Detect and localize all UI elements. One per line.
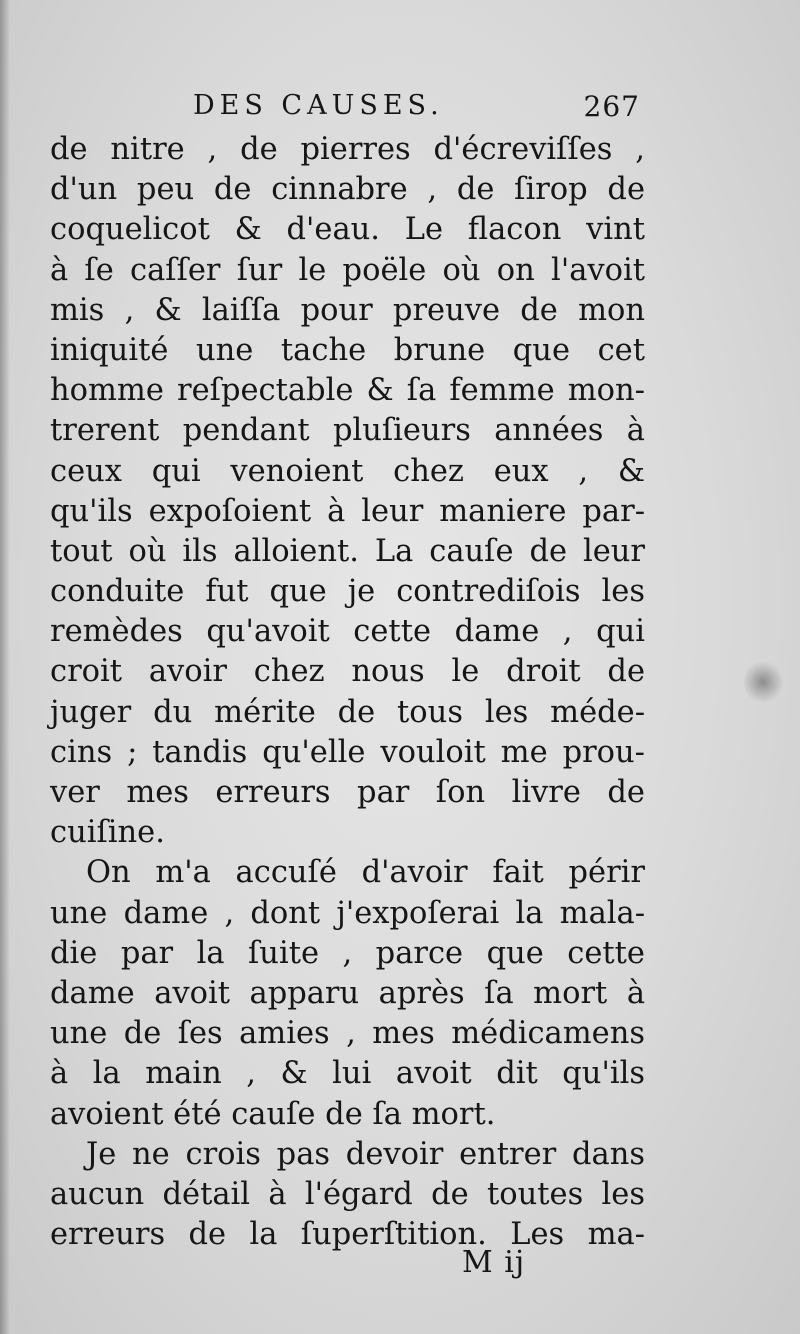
page-edge-shadow <box>0 0 10 1334</box>
text-line: dame avoit apparu après ſa mort à <box>50 975 645 1011</box>
text-line: remèdes qu'avoit cette dame , qui <box>50 614 645 650</box>
page-number: 267 <box>583 90 640 123</box>
text-line: ver mes erreurs par ſon livre de <box>50 775 645 810</box>
text-line: à la main , & lui avoit dit qu'ils <box>50 1056 645 1092</box>
text-line: juger du mérite de tous les méde- <box>50 694 645 730</box>
text-line: une de ſes amies , mes médicamens <box>50 1016 645 1052</box>
page-header <box>48 90 648 130</box>
body-text <box>50 130 645 1255</box>
text-line: une dame , dont j'expoſerai la mala- <box>50 895 645 931</box>
text-line: conduite fut que je contrediſois les <box>50 574 645 610</box>
text-line: On m'a accuſé d'avoir fait périr <box>86 855 645 891</box>
signature-mark: M ij <box>462 1245 526 1280</box>
text-line: die par la ſuite , parce que cette <box>50 935 645 971</box>
text-line: trerent pendant pluſieurs années à <box>50 413 645 449</box>
text-line: homme reſpectable & ſa femme mon- <box>50 373 645 409</box>
paper-stain <box>744 660 782 704</box>
text-line: croit avoir chez nous le droit de <box>50 654 645 690</box>
text-line: Je ne crois pas devoir entrer dans <box>86 1136 645 1172</box>
text-line: tout où ils alloient. La cauſe de leur <box>50 533 645 569</box>
text-line: d'un peu de cinnabre , de ſirop de <box>50 172 645 208</box>
text-line: à ſe caſſer ſur le poële où on l'avoit <box>50 252 645 288</box>
text-line: cuiſine. <box>50 815 165 851</box>
text-line: mis , & laiſſa pour preuve de mon <box>50 292 645 328</box>
text-line: qu'ils expoſoient à leur maniere par- <box>50 493 645 529</box>
text-line: cins ; tandis qu'elle vouloit me prou- <box>50 734 645 770</box>
text-line: coquelicot & d'eau. Le flacon vint <box>50 212 645 248</box>
text-line: de nitre , de pierres d'écreviſſes , <box>50 132 645 167</box>
text-line: erreurs de la ſuperſtition. Les ma- <box>50 1217 645 1253</box>
text-line: avoient été cauſe de ſa mort. <box>50 1096 496 1132</box>
running-head: DES CAUSES. <box>193 90 444 121</box>
text-line: iniquité une tache brune que cet <box>50 332 645 368</box>
text-line: ceux qui venoient chez eux , & <box>50 453 645 489</box>
text-line: aucun détail à l'égard de toutes les <box>50 1176 645 1212</box>
